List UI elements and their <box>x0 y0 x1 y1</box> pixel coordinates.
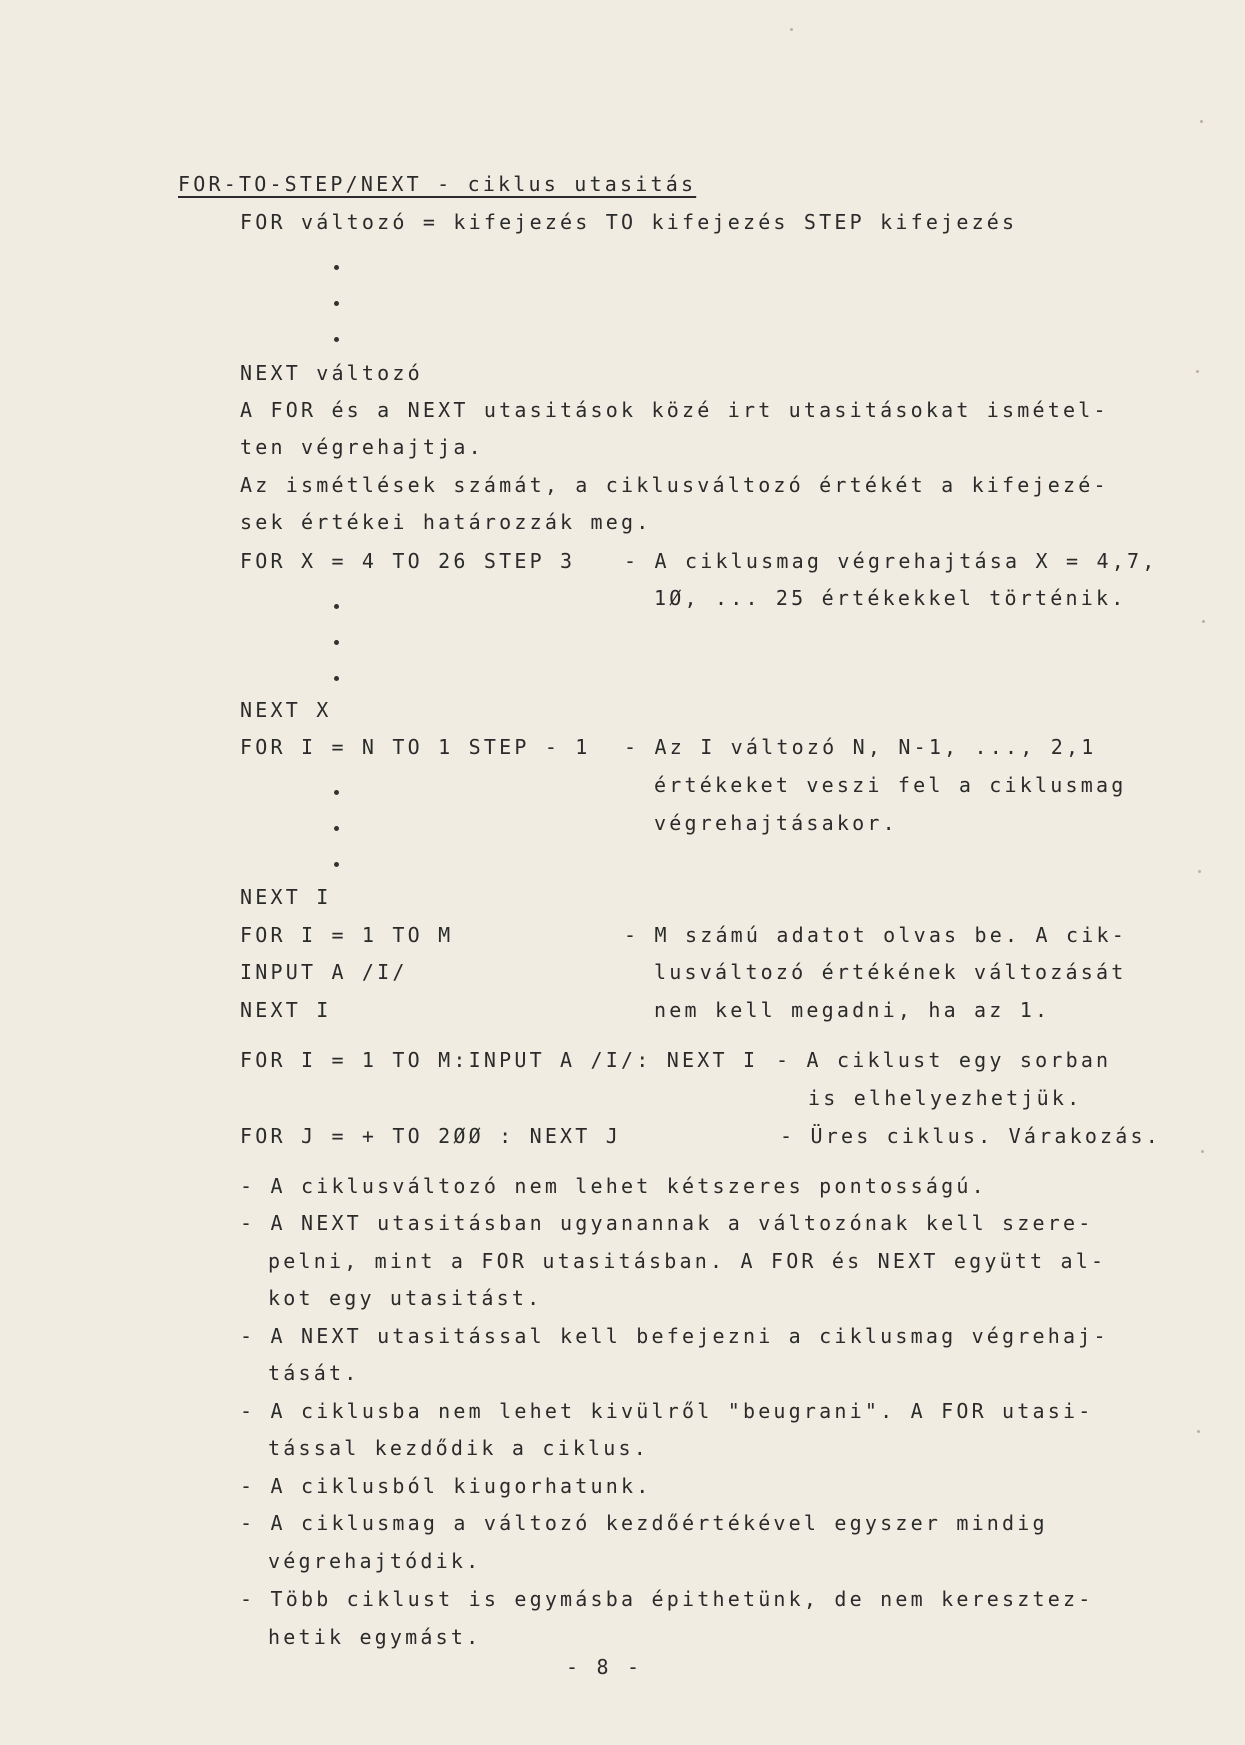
next-line: NEXT változó <box>240 361 423 385</box>
paper-speck <box>1197 1430 1200 1433</box>
page-number: - 8 - <box>566 1655 643 1679</box>
paper-speck <box>1196 370 1199 373</box>
example-comment: - Üres ciklus. Várakozás. <box>780 1124 1162 1148</box>
example-comment: - A ciklust egy sorban <box>776 1048 1112 1072</box>
syntax-line: FOR változó = kifejezés TO kifejezés STEP kifejezés <box>240 210 1018 234</box>
example-comment: - Az I változó N, N-1, ..., 2,1 <box>624 735 1097 759</box>
example-next: NEXT I <box>240 885 332 909</box>
note-line: - A NEXT utasitással kell befejezni a ciklusmag végrehaj- <box>240 1324 1109 1348</box>
example-next: NEXT X <box>240 698 332 722</box>
example-comment: 1Ø, ... 25 értékekkel történik. <box>654 586 1127 610</box>
example-code: INPUT A /I/ <box>240 960 408 984</box>
example-comment: értékeket veszi fel a ciklusmag <box>654 773 1127 797</box>
note-line: végrehajtódik. <box>268 1549 482 1573</box>
note-line: - A ciklusból kiugorhatunk. <box>240 1474 652 1498</box>
description-line: sek értékei határozzák meg. <box>240 510 652 534</box>
ellipsis-dot <box>334 337 339 342</box>
example-code: FOR I = 1 TO M:INPUT A /I/: NEXT I <box>240 1048 759 1072</box>
note-line: hetik egymást. <box>268 1625 482 1649</box>
note-line: - A ciklusmag a változó kezdőértékével egyszer mindig <box>240 1511 1048 1535</box>
ellipsis-dot <box>334 265 339 270</box>
example-code: FOR J = + TO 2ØØ : NEXT J <box>240 1124 622 1148</box>
example-comment: - A ciklusmag végrehajtása X = 4,7, <box>624 549 1158 573</box>
note-line: kot egy utasitást. <box>268 1286 543 1310</box>
section-heading: FOR-TO-STEP/NEXT - ciklus utasitás <box>178 172 697 196</box>
example-code: FOR X = 4 TO 26 STEP 3 <box>240 549 576 573</box>
note-line: pelni, mint a FOR utasitásban. A FOR és NEXT együtt al- <box>268 1249 1107 1273</box>
example-comment: végrehajtásakor. <box>654 811 898 835</box>
example-code: FOR I = N TO 1 STEP - 1 <box>240 735 591 759</box>
note-line: - A ciklusba nem lehet kivülről "beugrani". A FOR utasi- <box>240 1399 1094 1423</box>
description-line: ten végrehajtja. <box>240 435 484 459</box>
ellipsis-dot <box>334 676 339 681</box>
paper-speck <box>1200 120 1203 123</box>
example-comment: nem kell megadni, ha az 1. <box>654 998 1051 1022</box>
ellipsis-dot <box>334 790 339 795</box>
example-code: FOR I = 1 TO M <box>240 923 454 947</box>
ellipsis-dot <box>334 604 339 609</box>
paper-speck <box>790 28 793 31</box>
note-line: - A NEXT utasitásban ugyanannak a változónak kell szere- <box>240 1211 1094 1235</box>
paper-speck <box>1202 620 1205 623</box>
ellipsis-dot <box>334 640 339 645</box>
ellipsis-dot <box>334 862 339 867</box>
ellipsis-dot <box>334 301 339 306</box>
paper-speck <box>1198 870 1201 873</box>
ellipsis-dot <box>334 826 339 831</box>
example-comment: lusváltozó értékének változását <box>654 960 1127 984</box>
note-line: - A ciklusváltozó nem lehet kétszeres pontosságú. <box>240 1174 987 1198</box>
note-line: tását. <box>268 1361 360 1385</box>
description-line: Az ismétlések számát, a ciklusváltozó értékét a kifejezé- <box>240 473 1109 497</box>
note-line: tással kezdődik a ciklus. <box>268 1436 650 1460</box>
example-code: NEXT I <box>240 998 332 1022</box>
note-line: - Több ciklust is egymásba épithetünk, de nem keresztez- <box>240 1587 1094 1611</box>
paper-speck <box>1201 1150 1204 1153</box>
example-comment: is elhelyezhetjük. <box>808 1086 1083 1110</box>
example-comment: - M számú adatot olvas be. A cik- <box>624 923 1127 947</box>
description-line: A FOR és a NEXT utasitások közé irt utasitásokat ismétel- <box>240 398 1109 422</box>
